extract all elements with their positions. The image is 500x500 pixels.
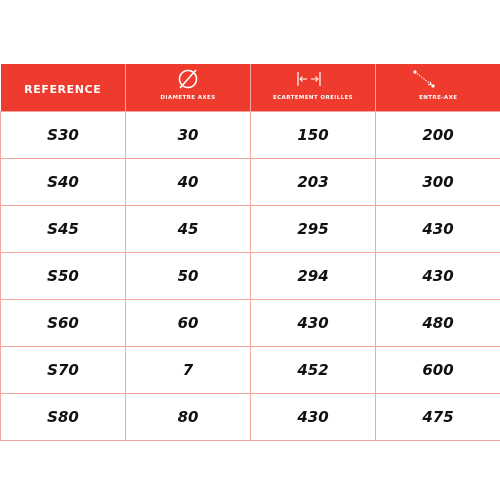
cell-ecartement-oreilles: 150 [251, 112, 376, 159]
header-ecartement-oreilles [251, 64, 376, 112]
table-row [1, 300, 500, 347]
cell-reference: S45 [1, 206, 126, 253]
cell-entre-axe: 200 [376, 112, 500, 159]
cell-reference: S40 [1, 159, 126, 206]
diameter-icon [126, 67, 250, 91]
cell-ecartement-oreilles: 452 [251, 347, 376, 394]
cell-diametre-axes: 80 [126, 394, 251, 441]
cell-reference: S50 [1, 253, 126, 300]
diagonal-arrow-icon [376, 67, 500, 91]
cell-reference: S80 [1, 394, 126, 441]
cell-entre-axe: 430 [376, 206, 500, 253]
header-row [1, 64, 500, 112]
cell-ecartement-oreilles: 203 [251, 159, 376, 206]
cell-diametre-axes: 60 [126, 300, 251, 347]
table-row [1, 112, 500, 159]
cell-reference: S60 [1, 300, 126, 347]
width-arrows-icon [251, 67, 375, 91]
cell-reference: S30 [1, 112, 126, 159]
cell-reference: S70 [1, 347, 126, 394]
cell-ecartement-oreilles: 430 [251, 394, 376, 441]
header-reference-label: REFERENCE [24, 83, 102, 96]
header-diametre-axes-label: DIAMETRE AXES [160, 95, 216, 101]
header-ecartement-oreilles-label: ECARTEMENT OREILLES [272, 95, 354, 101]
header-entre-axe [376, 64, 500, 112]
cell-diametre-axes: 50 [126, 253, 251, 300]
table-body [1, 112, 500, 441]
cell-diametre-axes: 40 [126, 159, 251, 206]
header-entre-axe-label: ENTRE-AXE [419, 95, 458, 101]
header-reference [1, 64, 126, 112]
header-diametre-axes [126, 64, 251, 112]
table-row [1, 394, 500, 441]
spec-table [0, 64, 500, 441]
cell-diametre-axes: 7 [126, 347, 251, 394]
table-row [1, 253, 500, 300]
cell-diametre-axes: 45 [126, 206, 251, 253]
table-row [1, 159, 500, 206]
cell-entre-axe: 600 [376, 347, 500, 394]
table-row [1, 206, 500, 253]
cell-ecartement-oreilles: 430 [251, 300, 376, 347]
cell-diametre-axes: 30 [126, 112, 251, 159]
cell-entre-axe: 300 [376, 159, 500, 206]
cell-entre-axe: 430 [376, 253, 500, 300]
cell-ecartement-oreilles: 294 [251, 253, 376, 300]
cell-entre-axe: 480 [376, 300, 500, 347]
cell-entre-axe: 475 [376, 394, 500, 441]
table-header [1, 64, 500, 112]
cell-ecartement-oreilles: 295 [251, 206, 376, 253]
table-row [1, 347, 500, 394]
